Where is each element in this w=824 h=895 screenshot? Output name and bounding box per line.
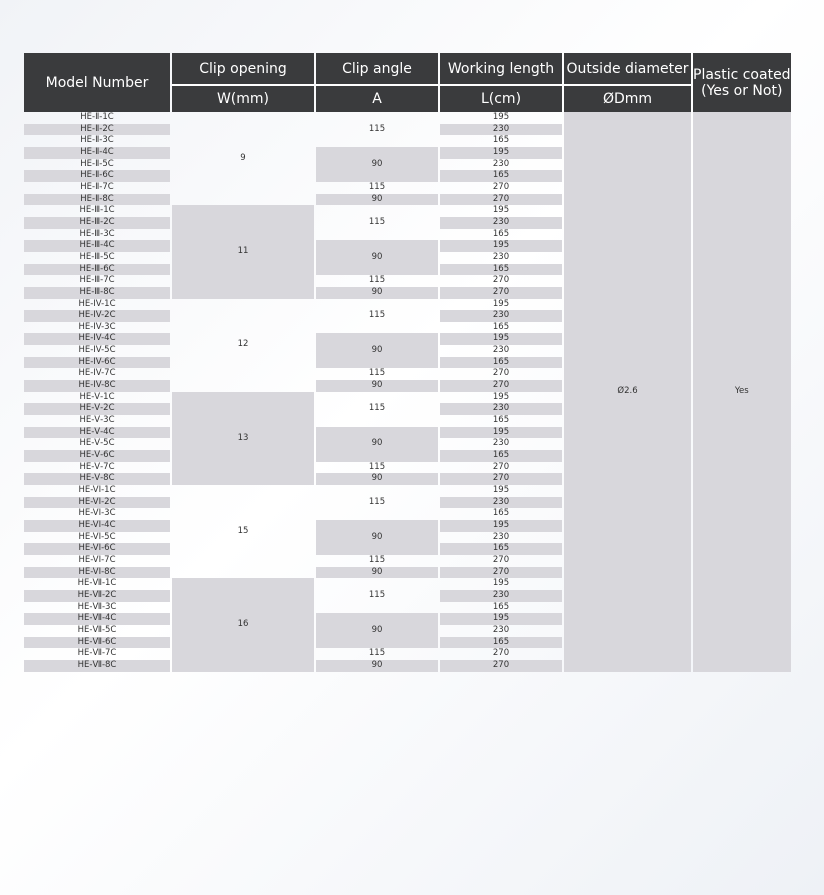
- clip-angle-cell: 115: [368, 461, 386, 472]
- working-length-cell: 270: [440, 380, 562, 392]
- clip-angle-cell: 115: [368, 275, 386, 286]
- clip-angle-cell: 115: [368, 310, 386, 321]
- working-length-cell: 230: [440, 217, 562, 229]
- model-number-cell: HE-Ⅶ-5C: [77, 624, 117, 635]
- working-length-cell: 270: [440, 194, 562, 206]
- model-number-cell: HE-Ⅶ-7C: [77, 648, 117, 659]
- clip-angle-cell: 90: [316, 567, 438, 579]
- header-clip-angle-unit: A: [316, 86, 438, 112]
- working-length-cell: 230: [440, 124, 562, 136]
- outside-diameter-cell: Ø2.6: [564, 112, 691, 672]
- model-number-cell: HE-IV-5C: [78, 345, 116, 356]
- model-number-cell: HE-Ⅲ-5C: [79, 251, 115, 262]
- clip-angle-cell: 115: [368, 496, 386, 507]
- clip-opening-cell: 12: [237, 339, 249, 350]
- model-number-cell: HE-Ⅴ-3C: [79, 415, 115, 426]
- clip-angle-cell: 115: [368, 123, 386, 134]
- table-row: [24, 112, 791, 124]
- plastic-coated-cell: Yes: [693, 112, 791, 672]
- header-model-number: Model Number: [24, 53, 170, 112]
- clip-opening-cell: 13: [172, 392, 314, 485]
- model-number-cell: HE-VI-3C: [78, 508, 116, 519]
- model-number-cell: HE-Ⅱ-4C: [24, 147, 170, 159]
- clip-angle-cell: 90: [316, 380, 438, 392]
- model-number-cell: HE-Ⅶ-6C: [24, 637, 170, 649]
- model-number-cell: HE-Ⅲ-7C: [79, 275, 115, 286]
- clip-angle-cell: 115: [368, 216, 386, 227]
- clip-angle-cell: 90: [316, 520, 438, 555]
- model-number-cell: HE-Ⅴ-1C: [79, 391, 115, 402]
- working-length-cell: 195: [440, 240, 562, 252]
- working-length-cell: 165: [492, 508, 510, 519]
- clip-opening-cell: 15: [237, 525, 249, 536]
- working-length-cell: 195: [492, 578, 510, 589]
- model-number-cell: HE-IV-7C: [78, 368, 116, 379]
- model-number-cell: HE-IV-1C: [78, 298, 116, 309]
- working-length-cell: 165: [440, 170, 562, 182]
- model-number-cell: HE-Ⅴ-8C: [24, 473, 170, 485]
- model-number-cell: HE-Ⅱ-3C: [80, 135, 114, 146]
- clip-angle-cell: 90: [316, 287, 438, 299]
- clip-angle-cell: 90: [316, 240, 438, 275]
- model-number-cell: HE-VI-1C: [78, 485, 116, 495]
- clip-angle-cell: 90: [316, 194, 438, 206]
- working-length-cell: 195: [440, 333, 562, 345]
- model-number-cell: HE-VI-6C: [24, 543, 170, 555]
- header-clip-opening: Clip opening: [172, 53, 314, 86]
- clip-angle-cell: 90: [316, 147, 438, 182]
- working-length-cell: 165: [492, 135, 510, 146]
- working-length-cell: 165: [440, 543, 562, 555]
- spec-table: [22, 53, 793, 672]
- working-length-cell: 270: [492, 554, 510, 565]
- header-working-length-unit: L(cm): [440, 86, 562, 112]
- working-length-cell: 195: [440, 427, 562, 439]
- model-number-cell: HE-Ⅲ-6C: [24, 264, 170, 276]
- header-clip-angle: Clip angle: [316, 53, 438, 86]
- working-length-cell: 165: [440, 637, 562, 649]
- model-number-cell: HE-Ⅲ-1C: [79, 205, 115, 216]
- model-number-cell: HE-IV-3C: [78, 321, 116, 332]
- working-length-cell: 230: [492, 158, 510, 169]
- working-length-cell: 230: [492, 251, 510, 262]
- working-length-cell: 195: [440, 147, 562, 159]
- working-length-cell: 270: [492, 648, 510, 659]
- header-outside-diameter-unit: ØDmm: [564, 86, 691, 112]
- model-number-cell: HE-Ⅲ-4C: [24, 240, 170, 252]
- clip-angle-cell: 115: [368, 181, 386, 192]
- model-number-cell: HE-Ⅶ-2C: [24, 590, 170, 602]
- working-length-cell: 230: [440, 310, 562, 322]
- header-working-length: Working length: [440, 53, 562, 86]
- working-length-cell: 230: [440, 497, 562, 509]
- clip-angle-cell: 90: [316, 613, 438, 648]
- clip-angle-cell: 90: [316, 473, 438, 485]
- model-number-cell: HE-Ⅲ-8C: [24, 287, 170, 299]
- clip-angle-cell: 115: [368, 554, 386, 565]
- working-length-cell: 195: [492, 298, 510, 309]
- working-length-cell: 165: [440, 450, 562, 462]
- working-length-cell: 230: [440, 403, 562, 415]
- model-number-cell: HE-Ⅴ-7C: [79, 461, 115, 472]
- model-number-cell: HE-Ⅶ-1C: [77, 578, 117, 589]
- model-number-cell: HE-Ⅶ-4C: [24, 613, 170, 625]
- working-length-cell: 165: [440, 357, 562, 369]
- model-number-cell: HE-VI-5C: [78, 531, 116, 542]
- working-length-cell: 230: [440, 590, 562, 602]
- header-plastic-coated-sub: (Yes or Not): [701, 82, 783, 99]
- model-number-cell: HE-Ⅶ-8C: [24, 660, 170, 672]
- model-number-cell: HE-Ⅲ-3C: [79, 228, 115, 239]
- working-length-cell: 165: [440, 264, 562, 276]
- working-length-cell: 270: [492, 181, 510, 192]
- header-plastic-coated-title: Plastic coated: [693, 66, 791, 83]
- working-length-cell: 270: [492, 368, 510, 379]
- model-number-cell: HE-VI-4C: [24, 520, 170, 532]
- working-length-cell: 195: [492, 112, 510, 122]
- model-number-cell: HE-Ⅴ-6C: [24, 450, 170, 462]
- clip-angle-cell: 115: [368, 589, 386, 600]
- working-length-cell: 230: [492, 345, 510, 356]
- model-number-cell: HE-Ⅱ-8C: [24, 194, 170, 206]
- clip-angle-cell: 115: [368, 648, 386, 659]
- working-length-cell: 270: [492, 461, 510, 472]
- model-number-cell: HE-Ⅱ-2C: [24, 124, 170, 136]
- working-length-cell: 270: [440, 473, 562, 485]
- working-length-cell: 270: [440, 287, 562, 299]
- model-number-cell: HE-VI-2C: [24, 497, 170, 509]
- clip-angle-cell: 90: [316, 333, 438, 368]
- clip-opening-cell: 9: [240, 152, 246, 163]
- clip-angle-cell: 90: [316, 427, 438, 462]
- clip-angle-cell: 115: [368, 368, 386, 379]
- working-length-cell: 165: [492, 601, 510, 612]
- model-number-cell: HE-Ⅲ-2C: [24, 217, 170, 229]
- working-length-cell: 195: [492, 391, 510, 402]
- model-number-cell: HE-Ⅴ-2C: [24, 403, 170, 415]
- working-length-cell: 270: [492, 275, 510, 286]
- model-number-cell: HE-IV-2C: [24, 310, 170, 322]
- working-length-cell: 165: [492, 228, 510, 239]
- model-number-cell: HE-Ⅱ-6C: [24, 170, 170, 182]
- working-length-cell: 230: [492, 438, 510, 449]
- model-number-cell: HE-VI-7C: [78, 554, 116, 565]
- model-number-cell: HE-Ⅴ-4C: [24, 427, 170, 439]
- clip-angle-cell: 90: [316, 660, 438, 672]
- table-body: [24, 112, 791, 672]
- working-length-cell: 230: [492, 531, 510, 542]
- working-length-cell: 195: [492, 205, 510, 216]
- model-number-cell: HE-Ⅴ-5C: [79, 438, 115, 449]
- header-clip-opening-unit: W(mm): [172, 86, 314, 112]
- working-length-cell: 195: [492, 485, 510, 495]
- model-number-cell: HE-IV-4C: [24, 333, 170, 345]
- working-length-cell: 165: [492, 415, 510, 426]
- clip-opening-cell: 11: [172, 205, 314, 298]
- working-length-cell: 195: [440, 520, 562, 532]
- working-length-cell: 270: [440, 567, 562, 579]
- header-outside-diameter: Outside diameter: [564, 53, 691, 86]
- working-length-cell: 230: [492, 624, 510, 635]
- working-length-cell: 165: [492, 321, 510, 332]
- clip-angle-cell: 115: [368, 403, 386, 414]
- model-number-cell: HE-Ⅱ-5C: [80, 158, 114, 169]
- model-number-cell: HE-IV-8C: [24, 380, 170, 392]
- working-length-cell: 270: [440, 660, 562, 672]
- working-length-cell: 195: [440, 613, 562, 625]
- model-number-cell: HE-VI-8C: [24, 567, 170, 579]
- model-number-cell: HE-Ⅱ-7C: [80, 181, 114, 192]
- header-plastic-coated: [693, 53, 791, 112]
- model-number-cell: HE-Ⅶ-3C: [77, 601, 117, 612]
- model-number-cell: HE-Ⅱ-1C: [80, 112, 114, 122]
- model-number-cell: HE-IV-6C: [24, 357, 170, 369]
- clip-opening-cell: 16: [172, 578, 314, 671]
